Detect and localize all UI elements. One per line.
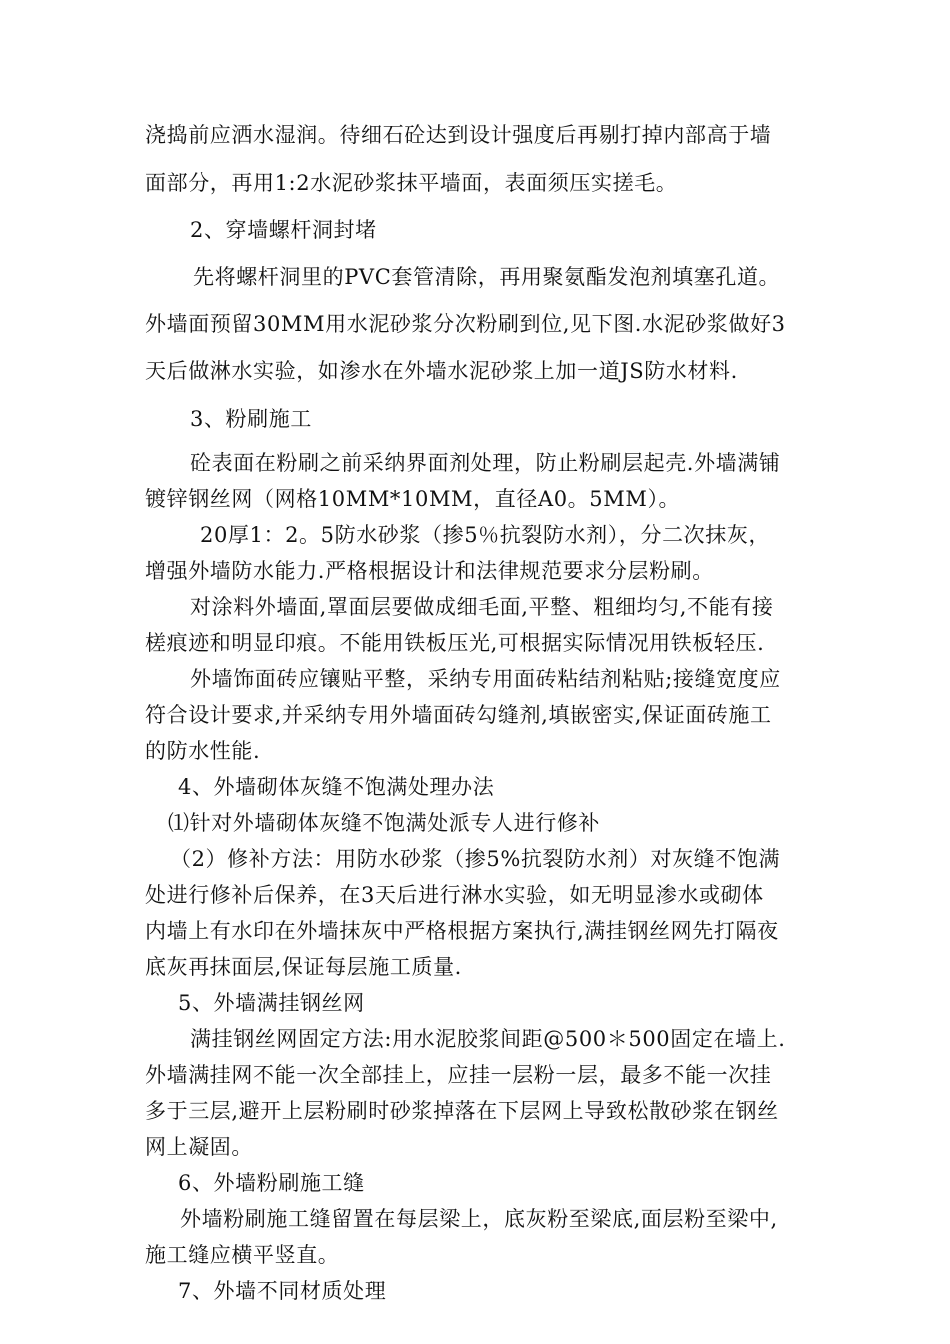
text-line: 内墙上有水印在外墙抹灰中严格根据方案执行,满挂钢丝网先打隔夜 — [145, 919, 779, 943]
section-heading: 6、外墙粉刷施工缝 — [178, 1171, 365, 1195]
text-line: 处进行修补后保养，在3天后进行淋水实验，如无明显渗水或砌体 — [145, 883, 764, 907]
section-heading: 7、外墙不同材质处理 — [178, 1279, 387, 1303]
text-line: 底灰再抹面层,保证每层施工质量. — [145, 955, 462, 979]
text-line: 先将螺杆洞里的PVC套管清除，再用聚氨酯发泡剂填塞孔道。 — [193, 265, 781, 289]
text-line: 多于三层,避开上层粉刷时砂浆掉落在下层网上导致松散砂浆在钢丝 — [145, 1099, 779, 1123]
text-line: 外墙饰面砖应镶贴平整，采纳专用面砖粘结剂粘贴;接缝宽度应 — [190, 667, 781, 691]
text-line: 对涂料外墙面,罩面层要做成细毛面,平整、粗细均匀,不能有接 — [190, 595, 774, 619]
text-line: 外墙面预留30MM用水泥砂浆分次粉刷到位,见下图.水泥砂浆做好3 — [145, 312, 786, 336]
text-line: 镀锌钢丝网（网格10MM*10MM，直径A0。5MM）。 — [145, 487, 681, 511]
text-line: 天后做淋水实验，如渗水在外墙水泥砂浆上加一道JS防水材料. — [145, 359, 738, 383]
text-line: 砼表面在粉刷之前采纳界面剂处理，防止粉刷层起壳.外墙满铺 — [190, 451, 781, 475]
text-line: 20厚1：2。5防水砂浆（掺5％抗裂防水剂），分二次抹灰， — [200, 523, 771, 547]
text-line: ⑴针对外墙砌体灰缝不饱满处派专人进行修补 — [168, 811, 600, 835]
text-line: 符合设计要求,并采纳专用外墙面砖勾缝剂,填嵌密实,保证面砖施工 — [145, 703, 772, 727]
section-heading: 2、穿墙螺杆洞封堵 — [190, 218, 377, 242]
text-line: 的防水性能. — [145, 739, 261, 763]
text-line: 外墙粉刷施工缝留置在每层梁上，底灰粉至梁底,面层粉至梁中, — [180, 1207, 778, 1231]
section-heading: 4、外墙砌体灰缝不饱满处理办法 — [178, 775, 495, 799]
text-line: 网上凝固。 — [145, 1135, 253, 1159]
text-line: （2）修补方法：用防水砂浆（掺5%抗裂防水剂）对灰缝不饱满 — [170, 847, 781, 871]
text-line: 施工缝应横平竖直。 — [145, 1243, 340, 1267]
text-line: 外墙满挂网不能一次全部挂上，应挂一层粉一层，最多不能一次挂 — [145, 1063, 772, 1087]
text-line: 槎痕迹和明显印痕。不能用铁板压光,可根据实际情况用铁板轻压. — [145, 631, 765, 655]
section-heading: 5、外墙满挂钢丝网 — [178, 991, 365, 1015]
section-heading: 3、粉刷施工 — [190, 407, 312, 431]
text-line: 增强外墙防水能力.严格根据设计和法律规范要求分层粉刷。 — [145, 559, 714, 583]
text-line: 浇捣前应洒水湿润。待细石砼达到设计强度后再剔打掉内部高于墙 — [145, 123, 772, 147]
text-line: 面部分，再用1:2水泥砂浆抹平墙面，表面须压实搓毛。 — [145, 171, 678, 195]
text-line: 满挂钢丝网固定方法:用水泥胶浆间距@500＊500固定在墙上. — [190, 1027, 786, 1051]
